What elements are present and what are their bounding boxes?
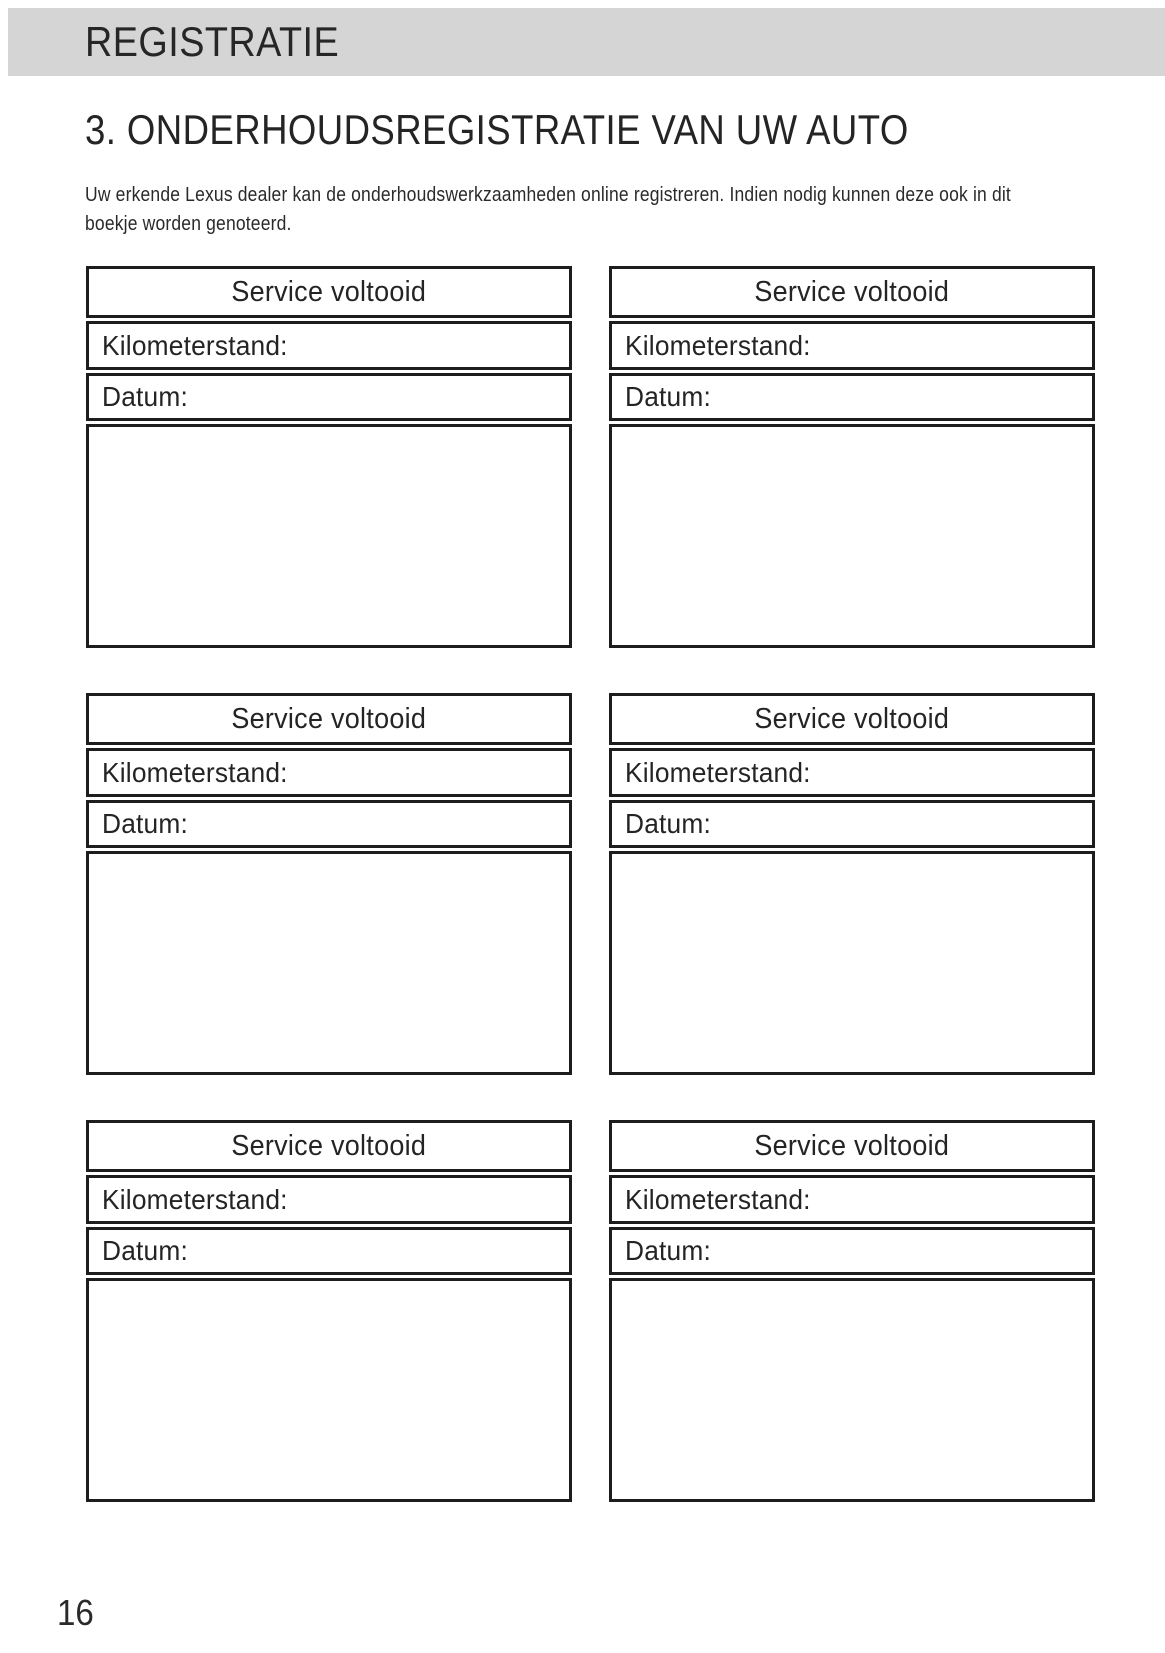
kilometerstand-field <box>86 321 572 370</box>
datum-label: Datum: <box>102 381 188 412</box>
notes-area <box>86 1278 572 1502</box>
datum-label: Datum: <box>625 381 711 412</box>
datum-field <box>609 1227 1095 1275</box>
notes-area <box>86 851 572 1075</box>
datum-label: Datum: <box>102 1235 188 1266</box>
chapter-header-bar <box>8 8 1165 76</box>
service-record-card <box>86 1120 572 1502</box>
section-heading: 3. ONDERHOUDSREGISTRATIE VAN UW AUTO <box>85 106 909 153</box>
service-record-card <box>609 1120 1095 1502</box>
card-title-box <box>86 266 572 318</box>
datum-field <box>609 800 1095 848</box>
kilometerstand-label: Kilometerstand: <box>625 756 811 788</box>
service-record-card <box>609 266 1095 648</box>
datum-field <box>609 373 1095 421</box>
card-title-box <box>609 266 1095 318</box>
card-title: Service voltooid <box>231 275 427 308</box>
page-number: 16 <box>57 1592 94 1633</box>
datum-label: Datum: <box>625 808 711 839</box>
service-record-card <box>86 266 572 648</box>
notes-area <box>609 424 1095 648</box>
card-title: Service voltooid <box>231 1129 427 1162</box>
card-title: Service voltooid <box>231 702 427 735</box>
card-title: Service voltooid <box>754 1129 950 1162</box>
card-title-box <box>86 693 572 745</box>
datum-field <box>86 373 572 421</box>
service-record-card <box>609 693 1095 1075</box>
kilometerstand-label: Kilometerstand: <box>625 1183 811 1215</box>
kilometerstand-field <box>609 1175 1095 1224</box>
service-record-card <box>86 693 572 1075</box>
notes-area <box>609 851 1095 1075</box>
kilometerstand-label: Kilometerstand: <box>625 329 811 361</box>
notes-area <box>609 1278 1095 1502</box>
kilometerstand-label: Kilometerstand: <box>102 1183 288 1215</box>
kilometerstand-label: Kilometerstand: <box>102 329 288 361</box>
card-title-box <box>609 693 1095 745</box>
service-record-grid <box>86 266 1095 1502</box>
card-title: Service voltooid <box>754 275 950 308</box>
datum-field <box>86 1227 572 1275</box>
notes-area <box>86 424 572 648</box>
kilometerstand-field <box>86 748 572 797</box>
intro-paragraph: Uw erkende Lexus dealer kan de onderhoudswerkzaamheden online registreren. Indien nodig kunnen deze ook in dit boekje worden genoteerd. <box>85 184 1011 235</box>
datum-field <box>86 800 572 848</box>
kilometerstand-field <box>609 321 1095 370</box>
kilometerstand-field <box>86 1175 572 1224</box>
chapter-title: REGISTRATIE <box>85 18 340 65</box>
datum-label: Datum: <box>102 808 188 839</box>
datum-label: Datum: <box>625 1235 711 1266</box>
kilometerstand-field <box>609 748 1095 797</box>
card-title-box <box>86 1120 572 1172</box>
kilometerstand-label: Kilometerstand: <box>102 756 288 788</box>
card-title-box <box>609 1120 1095 1172</box>
card-title: Service voltooid <box>754 702 950 735</box>
